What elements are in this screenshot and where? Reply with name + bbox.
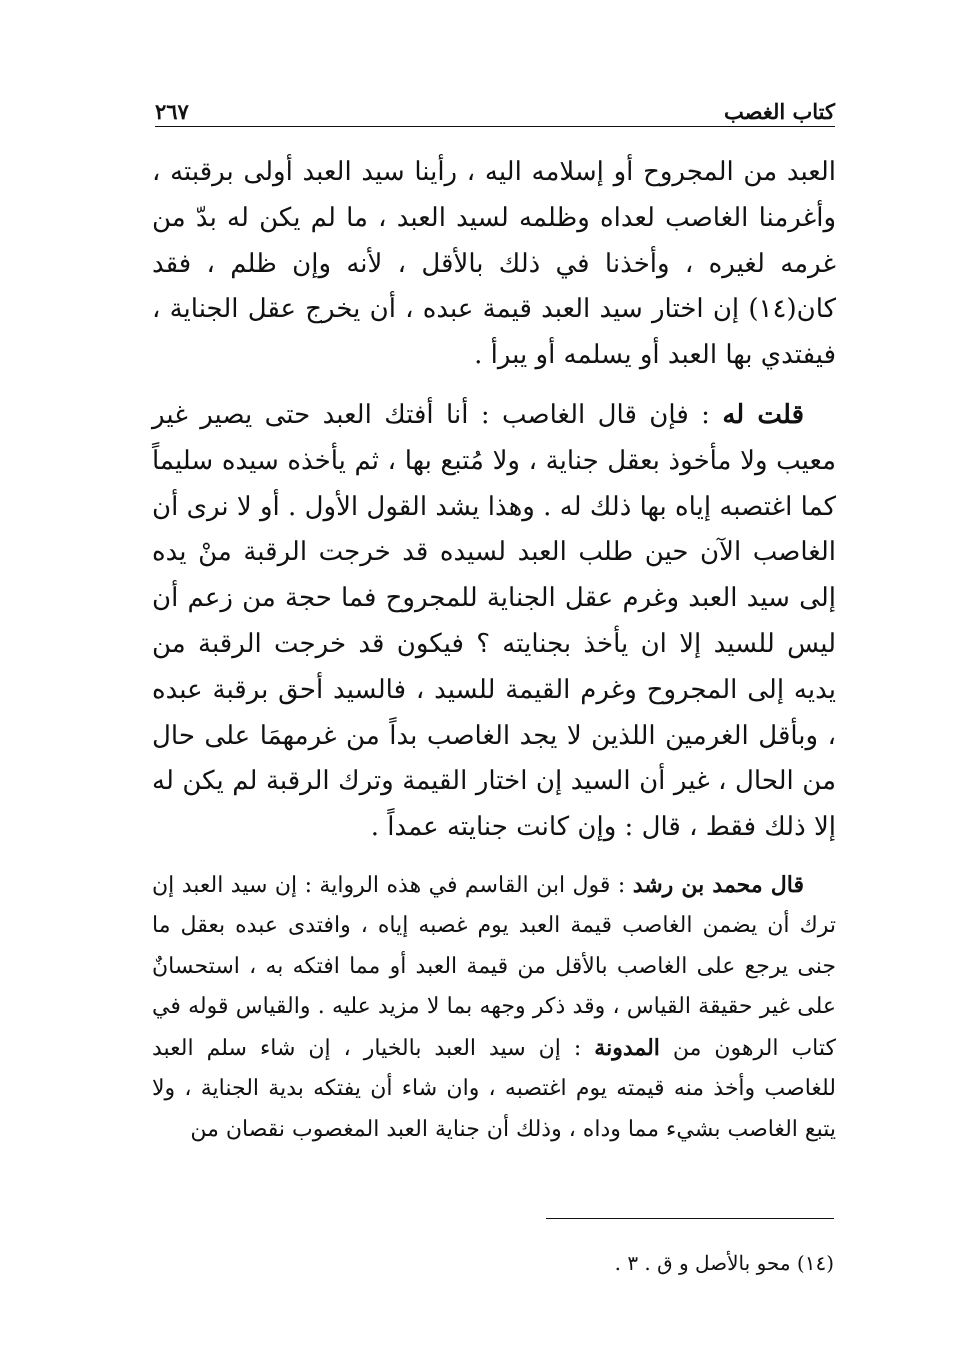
paragraph-3-text-b: : إن سيد العبد بالخيار ، إن شاء سلم العبد للغاصب وأخذ منه قيمته يوم اغتصبه ، وان شاء أن يفتكه بدية الجناية ، ولا يتبع الغاصب بشيء مما وداه ، وذلك أن جناية العبد المغصوب نقصان من xyxy=(152,1035,836,1142)
paragraph-1-text: العبد من المجروح أو إسلامه اليه ، رأينا سيد العبد أولى برقبته ، وأغرمنا الغاصب لعداه وظلمه لسيد العبد ، ما لم يكن له بدّ من غرمه لغيره ، وأخذنا في ذلك بالأقل ، لأنه وإن ظلم ، فقد كان(١٤) إن اختار سيد العبد قيمة عبده ، أن يخرج عقل الجناية ، فيفتدي بها العبد أو يسلمه أو يبرأ . xyxy=(152,157,836,371)
paragraph-3-text-a: : قول ابن القاسم في هذه الرواية : إن سيد العبد إن ترك أن يضمن الغاصب قيمة العبد يوم غصبه إياه ، وافتدى عبده بعقل ما جنى يرجع على الغاصب بالأقل من قيمة العبد أو مما افتكه به ، استحسانٌ على غير حقيقة القياس ، وقد ذكر وجهه بما لا مزيد عليه . والقياس قوله في كتاب الرهون من xyxy=(152,872,836,1061)
main-text xyxy=(152,150,836,1150)
paragraph-2 xyxy=(152,393,836,851)
page-number: ٢٦٧ xyxy=(155,99,189,124)
running-header xyxy=(155,88,835,124)
header-rule xyxy=(155,126,835,127)
paragraph-3-source: المدونة xyxy=(594,1034,660,1061)
paragraph-1 xyxy=(152,150,836,379)
paragraph-2-text: : فإن قال الغاصب : أنا أفتك العبد حتى يصير غير معيب ولا مأخوذ بعقل جناية ، ولا مُتبع بها ، ثم يأخذه سيده سليماً كما اغتصبه إياه بها ذلك له . وهذا يشد القول الأول . أو لا نرى أن الغاصب الآن حين طلب العبد لسيده قد خرجت الرقبة منْ يده إلى سيد العبد وغرم عقل الجناية للمجروح فما حجة من زعم أن ليس للسيد إلا ان يأخذ بجنايته ؟ فيكون قد خرجت الرقبة من يديه إلى المجروح وغرم القيمة للسيد ، فالسيد أحق برقبة عبده ، وبأقل الغرمين اللذين لا يجد الغاصب بداً من غرمهمَا على حال من الحال ، غير أن السيد إن اختار القيمة وترك الرقبة لم يكن له إلا ذلك فقط ، قال : وإن كانت جنايته عمداً . xyxy=(152,399,836,843)
paragraph-2-lead: قلت له xyxy=(722,399,804,430)
footnote: (١٤) محو بالأصل و ق . ٣ . xyxy=(614,1251,834,1275)
paragraph-3 xyxy=(152,865,836,1151)
chapter-title: كتاب الغصب xyxy=(723,99,835,124)
paragraph-3-lead: قال محمد بن رشد xyxy=(632,871,804,898)
footnote-rule xyxy=(546,1218,834,1219)
